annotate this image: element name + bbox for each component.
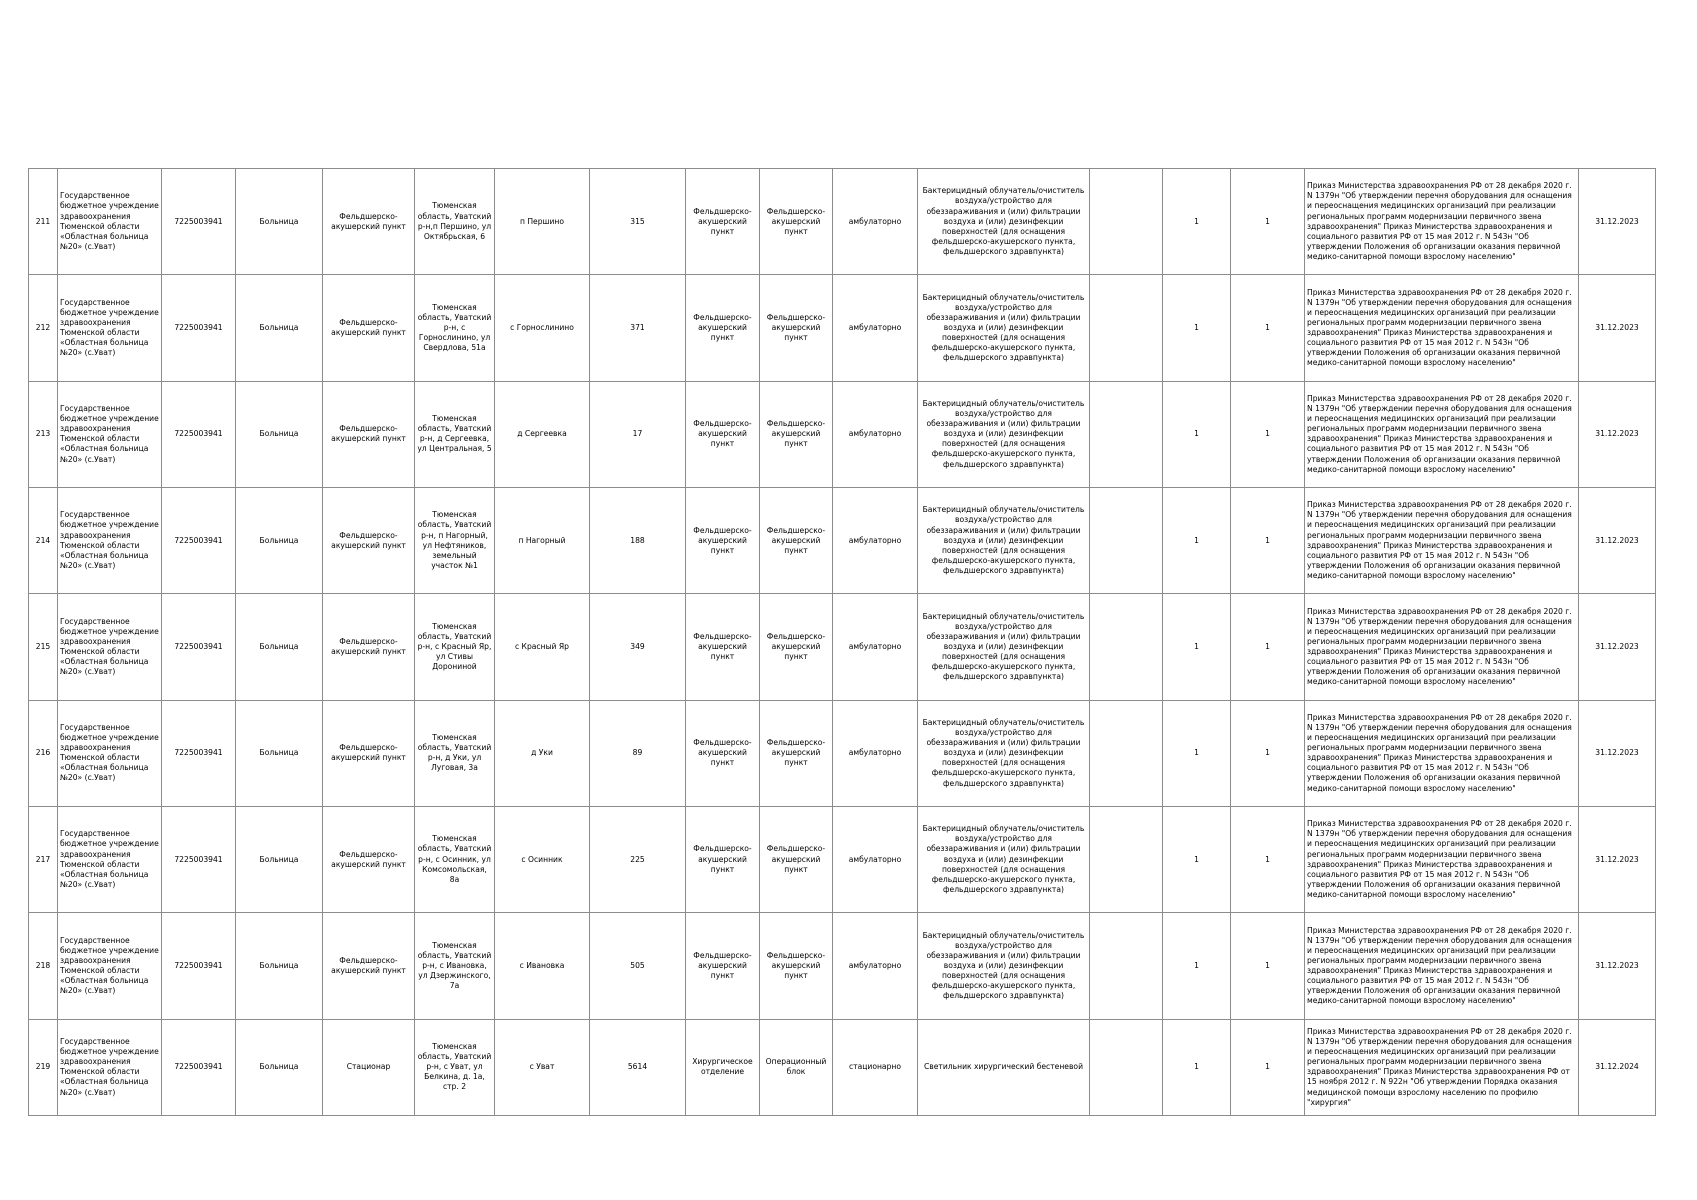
row-number-cell: 217 — [29, 806, 58, 912]
row-number-cell: 218 — [29, 913, 58, 1019]
settlement-cell: д Уки — [495, 700, 590, 806]
unit-type-cell: Фельдшерско-акушерский пункт — [323, 275, 415, 381]
equipment-name-cell: Бактерицидный облучатель/очиститель воздуха/устройство для обеззараживания и (или) фильтрации воздуха и (или) дезинфекции поверхностей (для оснащения фельдшерско-акушерского пункта, фельдшерского здравпункта) — [918, 487, 1090, 593]
population-cell: 5614 — [590, 1019, 686, 1115]
address-cell: Тюменская область, Уватский р-н, с Осинник, ул Комсомольская, 8а — [415, 806, 495, 912]
settlement-cell: с Красный Яр — [495, 594, 590, 700]
room-cell: Операционный блок — [760, 1019, 833, 1115]
deadline-date-cell: 31.12.2023 — [1579, 700, 1656, 806]
row-number-cell: 214 — [29, 487, 58, 593]
institution-type-cell: Больница — [236, 594, 323, 700]
inn-code-cell: 7225003941 — [162, 275, 236, 381]
care-mode-cell: амбулаторно — [833, 381, 918, 487]
address-cell: Тюменская область, Уватский р-н, с Горнослинино, ул Свердлова, 51а — [415, 275, 495, 381]
deadline-date-cell: 31.12.2023 — [1579, 275, 1656, 381]
legal-basis-cell: Приказ Министерства здравоохранения РФ от 28 декабря 2020 г. N 1379н "Об утверждении перечня оборудования для оснащения и переоснащения медицинских организаций при реализации региональных программ модернизации первичного звена здравоохранения" Приказ Министерства здравоохранения и социального развития РФ от 15 мая 2012 г. N 543н "Об утверждении Положения об организации оказания первичной медико-санитарной помощи взрослому населению" — [1305, 700, 1579, 806]
equipment-table-page — [28, 168, 1655, 1116]
care-mode-cell: стационарно — [833, 1019, 918, 1115]
quantity-b-cell: 1 — [1231, 381, 1305, 487]
care-mode-cell: амбулаторно — [833, 275, 918, 381]
population-cell: 89 — [590, 700, 686, 806]
institution-type-cell: Больница — [236, 700, 323, 806]
unit-type-cell: Стационар — [323, 1019, 415, 1115]
quantity-b-cell: 1 — [1231, 700, 1305, 806]
inn-code-cell: 7225003941 — [162, 487, 236, 593]
quantity-b-cell: 1 — [1231, 487, 1305, 593]
inn-code-cell: 7225003941 — [162, 700, 236, 806]
care-mode-cell: амбулаторно — [833, 169, 918, 275]
equipment-name-cell: Бактерицидный облучатель/очиститель воздуха/устройство для обеззараживания и (или) фильтрации воздуха и (или) дезинфекции поверхностей (для оснащения фельдшерско-акушерского пункта, фельдшерского здравпункта) — [918, 275, 1090, 381]
quantity-b-cell: 1 — [1231, 594, 1305, 700]
legal-basis-cell: Приказ Министерства здравоохранения РФ от 28 декабря 2020 г. N 1379н "Об утверждении перечня оборудования для оснащения и переоснащения медицинских организаций при реализации региональных программ модернизации первичного звена здравоохранения" Приказ Министерства здравоохранения и социального развития РФ от 15 мая 2012 г. N 543н "Об утверждении Положения об организации оказания первичной медико-санитарной помощи взрослому населению" — [1305, 913, 1579, 1019]
deadline-date-cell: 31.12.2024 — [1579, 1019, 1656, 1115]
department-cell: Фельдшерско-акушерский пункт — [686, 913, 760, 1019]
equipment-name-cell: Бактерицидный облучатель/очиститель воздуха/устройство для обеззараживания и (или) фильтрации воздуха и (или) дезинфекции поверхностей (для оснащения фельдшерско-акушерского пункта, фельдшерского здравпункта) — [918, 700, 1090, 806]
equipment-name-cell: Светильник хирургический бестеневой — [918, 1019, 1090, 1115]
organization-name-cell: Государственное бюджетное учреждение здравоохранения Тюменской области «Областная больница №20» (с.Уват) — [58, 594, 162, 700]
department-cell: Фельдшерско-акушерский пункт — [686, 806, 760, 912]
room-cell: Фельдшерско-акушерский пункт — [760, 700, 833, 806]
quantity-b-cell: 1 — [1231, 1019, 1305, 1115]
quantity-a-cell: 1 — [1163, 275, 1231, 381]
deadline-date-cell: 31.12.2023 — [1579, 381, 1656, 487]
row-number-cell: 215 — [29, 594, 58, 700]
unit-type-cell: Фельдшерско-акушерский пункт — [323, 594, 415, 700]
inn-code-cell: 7225003941 — [162, 806, 236, 912]
empty-cell-cell — [1090, 594, 1163, 700]
row-number-cell: 212 — [29, 275, 58, 381]
quantity-b-cell: 1 — [1231, 913, 1305, 1019]
quantity-a-cell: 1 — [1163, 381, 1231, 487]
empty-cell-cell — [1090, 381, 1163, 487]
department-cell: Фельдшерско-акушерский пункт — [686, 381, 760, 487]
legal-basis-cell: Приказ Министерства здравоохранения РФ от 28 декабря 2020 г. N 1379н "Об утверждении перечня оборудования для оснащения и переоснащения медицинских организаций при реализации региональных программ модернизации первичного звена здравоохранения" Приказ Министерства здравоохранения и социального развития РФ от 15 мая 2012 г. N 543н "Об утверждении Положения об организации оказания первичной медико-санитарной помощи взрослому населению" — [1305, 487, 1579, 593]
department-cell: Фельдшерско-акушерский пункт — [686, 275, 760, 381]
table-body — [29, 169, 1656, 1116]
row-number-cell: 211 — [29, 169, 58, 275]
settlement-cell: п Нагорный — [495, 487, 590, 593]
inn-code-cell: 7225003941 — [162, 913, 236, 1019]
table-row — [29, 913, 1656, 1019]
unit-type-cell: Фельдшерско-акушерский пункт — [323, 169, 415, 275]
institution-type-cell: Больница — [236, 806, 323, 912]
inn-code-cell: 7225003941 — [162, 594, 236, 700]
legal-basis-cell: Приказ Министерства здравоохранения РФ от 28 декабря 2020 г. N 1379н "Об утверждении перечня оборудования для оснащения и переоснащения медицинских организаций при реализации региональных программ модернизации первичного звена здравоохранения" Приказ Министерства здравоохранения РФ от 15 ноября 2012 г. N 922н "Об утверждении Порядка оказания медицинской помощи взрослому населению по профилю "хирургия" — [1305, 1019, 1579, 1115]
table-row — [29, 806, 1656, 912]
legal-basis-cell: Приказ Министерства здравоохранения РФ от 28 декабря 2020 г. N 1379н "Об утверждении перечня оборудования для оснащения и переоснащения медицинских организаций при реализации региональных программ модернизации первичного звена здравоохранения" Приказ Министерства здравоохранения и социального развития РФ от 15 мая 2012 г. N 543н "Об утверждении Положения об организации оказания первичной медико-санитарной помощи взрослому населению" — [1305, 806, 1579, 912]
unit-type-cell: Фельдшерско-акушерский пункт — [323, 487, 415, 593]
settlement-cell: с Уват — [495, 1019, 590, 1115]
table-row — [29, 700, 1656, 806]
unit-type-cell: Фельдшерско-акушерский пункт — [323, 913, 415, 1019]
population-cell: 315 — [590, 169, 686, 275]
quantity-a-cell: 1 — [1163, 806, 1231, 912]
row-number-cell: 219 — [29, 1019, 58, 1115]
department-cell: Фельдшерско-акушерский пункт — [686, 700, 760, 806]
population-cell: 17 — [590, 381, 686, 487]
care-mode-cell: амбулаторно — [833, 487, 918, 593]
equipment-name-cell: Бактерицидный облучатель/очиститель воздуха/устройство для обеззараживания и (или) фильтрации воздуха и (или) дезинфекции поверхностей (для оснащения фельдшерско-акушерского пункта, фельдшерского здравпункта) — [918, 169, 1090, 275]
quantity-a-cell: 1 — [1163, 169, 1231, 275]
equipment-name-cell: Бактерицидный облучатель/очиститель воздуха/устройство для обеззараживания и (или) фильтрации воздуха и (или) дезинфекции поверхностей (для оснащения фельдшерско-акушерского пункта, фельдшерского здравпункта) — [918, 594, 1090, 700]
row-number-cell: 216 — [29, 700, 58, 806]
address-cell: Тюменская область, Уватский р-н, п Нагорный, ул Нефтяников, земельный участок №1 — [415, 487, 495, 593]
department-cell: Фельдшерско-акушерский пункт — [686, 169, 760, 275]
institution-type-cell: Больница — [236, 487, 323, 593]
empty-cell-cell — [1090, 275, 1163, 381]
organization-name-cell: Государственное бюджетное учреждение здравоохранения Тюменской области «Областная больница №20» (с.Уват) — [58, 487, 162, 593]
room-cell: Фельдшерско-акушерский пункт — [760, 487, 833, 593]
empty-cell-cell — [1090, 169, 1163, 275]
room-cell: Фельдшерско-акушерский пункт — [760, 381, 833, 487]
address-cell: Тюменская область, Уватский р-н, с Ивановка, ул Дзержинского, 7а — [415, 913, 495, 1019]
quantity-a-cell: 1 — [1163, 700, 1231, 806]
quantity-a-cell: 1 — [1163, 487, 1231, 593]
unit-type-cell: Фельдшерско-акушерский пункт — [323, 806, 415, 912]
settlement-cell: с Ивановка — [495, 913, 590, 1019]
settlement-cell: п Першино — [495, 169, 590, 275]
department-cell: Хирургическое отделение — [686, 1019, 760, 1115]
institution-type-cell: Больница — [236, 913, 323, 1019]
quantity-a-cell: 1 — [1163, 1019, 1231, 1115]
deadline-date-cell: 31.12.2023 — [1579, 913, 1656, 1019]
room-cell: Фельдшерско-акушерский пункт — [760, 913, 833, 1019]
equipment-name-cell: Бактерицидный облучатель/очиститель воздуха/устройство для обеззараживания и (или) фильтрации воздуха и (или) дезинфекции поверхностей (для оснащения фельдшерско-акушерского пункта, фельдшерского здравпункта) — [918, 381, 1090, 487]
care-mode-cell: амбулаторно — [833, 700, 918, 806]
unit-type-cell: Фельдшерско-акушерский пункт — [323, 700, 415, 806]
legal-basis-cell: Приказ Министерства здравоохранения РФ от 28 декабря 2020 г. N 1379н "Об утверждении перечня оборудования для оснащения и переоснащения медицинских организаций при реализации региональных программ модернизации первичного звена здравоохранения" Приказ Министерства здравоохранения и социального развития РФ от 15 мая 2012 г. N 543н "Об утверждении Положения об организации оказания первичной медико-санитарной помощи взрослому населению" — [1305, 594, 1579, 700]
address-cell: Тюменская область, Уватский р-н,п Першино, ул Октябрьская, 6 — [415, 169, 495, 275]
quantity-b-cell: 1 — [1231, 806, 1305, 912]
department-cell: Фельдшерско-акушерский пункт — [686, 594, 760, 700]
quantity-a-cell: 1 — [1163, 594, 1231, 700]
table-row — [29, 169, 1656, 275]
care-mode-cell: амбулаторно — [833, 806, 918, 912]
table-row — [29, 275, 1656, 381]
equipment-name-cell: Бактерицидный облучатель/очиститель воздуха/устройство для обеззараживания и (или) фильтрации воздуха и (или) дезинфекции поверхностей (для оснащения фельдшерско-акушерского пункта, фельдшерского здравпункта) — [918, 913, 1090, 1019]
row-number-cell: 213 — [29, 381, 58, 487]
quantity-a-cell: 1 — [1163, 913, 1231, 1019]
legal-basis-cell: Приказ Министерства здравоохранения РФ от 28 декабря 2020 г. N 1379н "Об утверждении перечня оборудования для оснащения и переоснащения медицинских организаций при реализации региональных программ модернизации первичного звена здравоохранения" Приказ Министерства здравоохранения и социального развития РФ от 15 мая 2012 г. N 543н "Об утверждении Положения об организации оказания первичной медико-санитарной помощи взрослому населению" — [1305, 169, 1579, 275]
deadline-date-cell: 31.12.2023 — [1579, 594, 1656, 700]
organization-name-cell: Государственное бюджетное учреждение здравоохранения Тюменской области «Областная больница №20» (с.Уват) — [58, 381, 162, 487]
address-cell: Тюменская область, Уватский р-н, д Уки, ул Луговая, 3а — [415, 700, 495, 806]
table-row — [29, 594, 1656, 700]
care-mode-cell: амбулаторно — [833, 594, 918, 700]
organization-name-cell: Государственное бюджетное учреждение здравоохранения Тюменской области «Областная больница №20» (с.Уват) — [58, 913, 162, 1019]
organization-name-cell: Государственное бюджетное учреждение здравоохранения Тюменской области «Областная больница №20» (с.Уват) — [58, 806, 162, 912]
empty-cell-cell — [1090, 913, 1163, 1019]
table-row — [29, 487, 1656, 593]
address-cell: Тюменская область, Уватский р-н, с Красный Яр, ул Стивы Дорониной — [415, 594, 495, 700]
table-row — [29, 1019, 1656, 1115]
equipment-name-cell: Бактерицидный облучатель/очиститель воздуха/устройство для обеззараживания и (или) фильтрации воздуха и (или) дезинфекции поверхностей (для оснащения фельдшерско-акушерского пункта, фельдшерского здравпункта) — [918, 806, 1090, 912]
quantity-b-cell: 1 — [1231, 169, 1305, 275]
department-cell: Фельдшерско-акушерский пункт — [686, 487, 760, 593]
institution-type-cell: Больница — [236, 1019, 323, 1115]
equipment-table — [28, 168, 1656, 1116]
settlement-cell: с Осинник — [495, 806, 590, 912]
unit-type-cell: Фельдшерско-акушерский пункт — [323, 381, 415, 487]
institution-type-cell: Больница — [236, 381, 323, 487]
legal-basis-cell: Приказ Министерства здравоохранения РФ от 28 декабря 2020 г. N 1379н "Об утверждении перечня оборудования для оснащения и переоснащения медицинских организаций при реализации региональных программ модернизации первичного звена здравоохранения" Приказ Министерства здравоохранения и социального развития РФ от 15 мая 2012 г. N 543н "Об утверждении Положения об организации оказания первичной медико-санитарной помощи взрослому населению" — [1305, 381, 1579, 487]
institution-type-cell: Больница — [236, 275, 323, 381]
deadline-date-cell: 31.12.2023 — [1579, 806, 1656, 912]
organization-name-cell: Государственное бюджетное учреждение здравоохранения Тюменской области «Областная больница №20» (с.Уват) — [58, 700, 162, 806]
settlement-cell: д Сергеевка — [495, 381, 590, 487]
legal-basis-cell: Приказ Министерства здравоохранения РФ от 28 декабря 2020 г. N 1379н "Об утверждении перечня оборудования для оснащения и переоснащения медицинских организаций при реализации региональных программ модернизации первичного звена здравоохранения" Приказ Министерства здравоохранения и социального развития РФ от 15 мая 2012 г. N 543н "Об утверждении Положения об организации оказания первичной медико-санитарной помощи взрослому населению" — [1305, 275, 1579, 381]
inn-code-cell: 7225003941 — [162, 1019, 236, 1115]
quantity-b-cell: 1 — [1231, 275, 1305, 381]
settlement-cell: с Горнослинино — [495, 275, 590, 381]
empty-cell-cell — [1090, 700, 1163, 806]
population-cell: 349 — [590, 594, 686, 700]
population-cell: 225 — [590, 806, 686, 912]
room-cell: Фельдшерско-акушерский пункт — [760, 275, 833, 381]
address-cell: Тюменская область, Уватский р-н, с Уват, ул Белкина, д. 1а, стр. 2 — [415, 1019, 495, 1115]
deadline-date-cell: 31.12.2023 — [1579, 169, 1656, 275]
inn-code-cell: 7225003941 — [162, 381, 236, 487]
table-row — [29, 381, 1656, 487]
organization-name-cell: Государственное бюджетное учреждение здравоохранения Тюменской области «Областная больница №20» (с.Уват) — [58, 275, 162, 381]
institution-type-cell: Больница — [236, 169, 323, 275]
population-cell: 188 — [590, 487, 686, 593]
population-cell: 371 — [590, 275, 686, 381]
organization-name-cell: Государственное бюджетное учреждение здравоохранения Тюменской области «Областная больница №20» (с.Уват) — [58, 1019, 162, 1115]
room-cell: Фельдшерско-акушерский пункт — [760, 594, 833, 700]
population-cell: 505 — [590, 913, 686, 1019]
empty-cell-cell — [1090, 487, 1163, 593]
room-cell: Фельдшерско-акушерский пункт — [760, 169, 833, 275]
inn-code-cell: 7225003941 — [162, 169, 236, 275]
address-cell: Тюменская область, Уватский р-н, д Сергеевка, ул Центральная, 5 — [415, 381, 495, 487]
deadline-date-cell: 31.12.2023 — [1579, 487, 1656, 593]
organization-name-cell: Государственное бюджетное учреждение здравоохранения Тюменской области «Областная больница №20» (с.Уват) — [58, 169, 162, 275]
room-cell: Фельдшерско-акушерский пункт — [760, 806, 833, 912]
empty-cell-cell — [1090, 806, 1163, 912]
empty-cell-cell — [1090, 1019, 1163, 1115]
care-mode-cell: амбулаторно — [833, 913, 918, 1019]
